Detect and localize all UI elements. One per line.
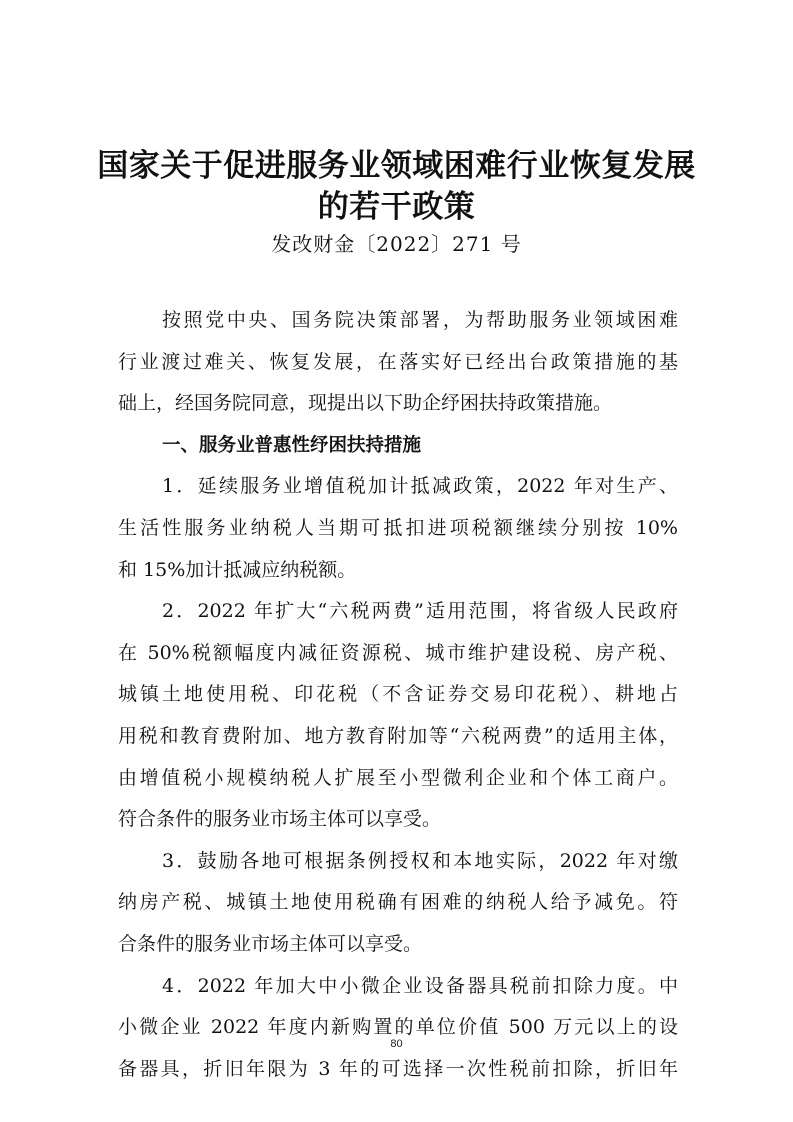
body-line: 按照党中央、国务院决策部署，为帮助服务业领域困难 bbox=[162, 309, 678, 331]
body-line: 础上，经国务院同意，现提出以下助企纾困扶持政策措施。 bbox=[118, 392, 613, 415]
body-line: 和 15%加计抵减应纳税额。 bbox=[118, 558, 357, 581]
body-line: 纳房产税、城镇土地使用税确有困难的纳税人给予减免。符 bbox=[118, 891, 678, 914]
body-line: 小微企业 2022 年度内新购置的单位价值 500 万元以上的设 bbox=[118, 1016, 678, 1039]
body-line: 由增值税小规模纳税人扩展至小型微利企业和个体工商户。 bbox=[118, 766, 678, 789]
document-title-line-1: 国家关于促进服务业领域困难行业恢复发展 bbox=[97, 148, 696, 184]
body-line: 符合条件的服务业市场主体可以享受。 bbox=[118, 808, 442, 831]
body-line: 4．2022 年加大中小微企业设备器具税前扣除力度。中 bbox=[162, 974, 678, 997]
page-number: 80 bbox=[390, 1038, 403, 1050]
body-line: 1．延续服务业增值税加计抵减政策，2022 年对生产、 bbox=[162, 475, 678, 498]
body-line: 生活性服务业纳税人当期可抵扣进项税额继续分别按 10% bbox=[118, 516, 678, 539]
section-heading: 一、服务业普惠性纾困扶持措施 bbox=[162, 434, 422, 456]
document-number: 发改财金〔2022〕271 号 bbox=[271, 232, 522, 256]
body-line: 合条件的服务业市场主体可以享受。 bbox=[118, 932, 423, 955]
body-line: 2．2022 年扩大“六税两费”适用范围，将省级人民政府 bbox=[162, 600, 678, 623]
body-line: 用税和教育费附加、地方教育附加等“六税两费”的适用主体， bbox=[118, 724, 678, 747]
document-body bbox=[118, 300, 678, 1090]
body-line: 城镇土地使用税、印花税（不含证券交易印花税）、耕地占 bbox=[118, 683, 678, 706]
body-line: 在 50%税额幅度内减征资源税、城市维护建设税、房产税、 bbox=[118, 641, 678, 664]
document-title-line-2: 的若干政策 bbox=[317, 189, 476, 225]
body-line: 行业渡过难关、恢复发展，在落实好已经出台政策措施的基 bbox=[118, 350, 678, 373]
body-line: 3．鼓励各地可根据条例授权和本地实际，2022 年对缴 bbox=[162, 849, 678, 872]
body-line: 备器具，折旧年限为 3 年的可选择一次性税前扣除，折旧年 bbox=[118, 1057, 678, 1080]
